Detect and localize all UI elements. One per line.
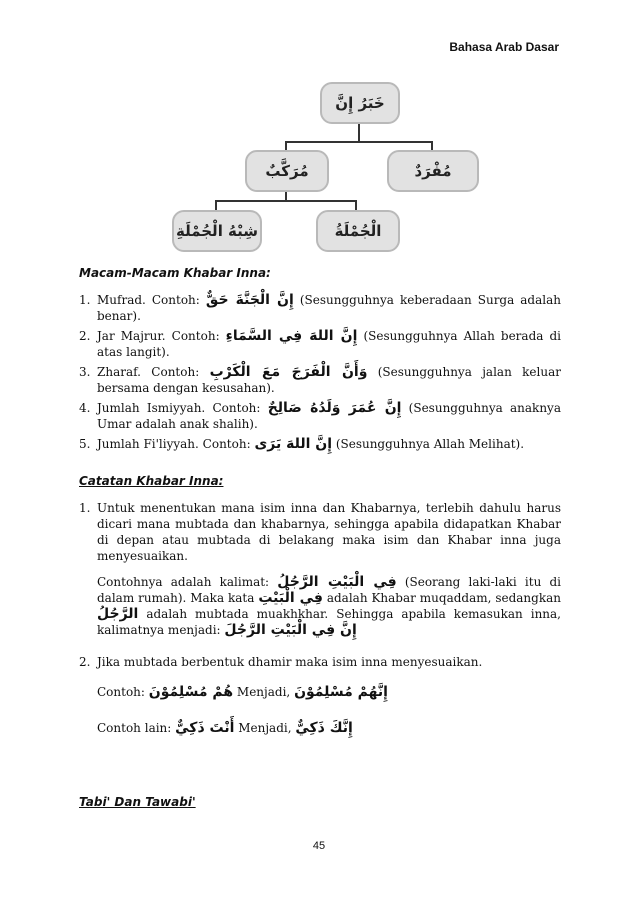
arabic-example: إِنَّ فِي الْبَيْتِ الرَّجُلَ: [224, 622, 357, 638]
item-text: Untuk menentukan mana isim inna dan Khabarnya, terlebih dahulu harus dicari mana mubtada dan khabarnya, sehingga apabila didapatkan Khabar di depan atau mubtada di belakang maka isim dan Khabar inna juga menyesuaikan.: [97, 501, 561, 563]
item-number: 2.: [79, 655, 91, 669]
item-text: (Sesungguhnya Allah berada di atas langit).: [97, 329, 561, 359]
list-item: [79, 400, 561, 432]
item-text: Jika mubtada berbentuk dhamir maka isim inna menyesuaikan.: [97, 655, 483, 669]
arabic-example: الرَّجُلُ: [97, 606, 139, 622]
item-text: (Sesungguhnya keberadaan Surga adalah benar).: [97, 293, 561, 323]
item-number: 1.: [79, 501, 91, 515]
item-text: Jumlah Fi'liyyah. Contoh:: [97, 437, 255, 451]
arabic-example: فِي الْبَيْتِ: [258, 590, 323, 606]
diagram-connector: [215, 200, 217, 210]
page-number: 45: [312, 840, 326, 852]
example-text: Contoh lain:: [97, 721, 176, 735]
item-number: 5.: [79, 437, 91, 451]
diagram-connector: [215, 200, 357, 202]
section-title-catatan: Catatan Khabar Inna:: [79, 474, 224, 488]
diagram-connector: [431, 141, 433, 150]
khabar-inna-diagram: [0, 0, 638, 260]
item-text: (Sesungguhnya anaknya Umar adalah anak shalih).: [97, 401, 561, 431]
item-text: Jar Majrur. Contoh:: [97, 329, 226, 343]
diagram-node-jumlah: الْجُمْلَةُ: [316, 210, 400, 252]
catatan-list: [79, 500, 561, 740]
item-number: 2.: [79, 329, 91, 343]
item-text: Mufrad. Contoh:: [97, 293, 206, 307]
arabic-example: فِي الْبَيْتِ الرَّجُلُ: [277, 574, 397, 590]
item-text: Zharaf. Contoh:: [97, 365, 210, 379]
example-text: Contoh:: [97, 685, 149, 699]
item-text: Jumlah Ismiyyah. Contoh:: [97, 401, 268, 415]
item-number: 3.: [79, 365, 91, 379]
arabic-example: وَأَنَّ الْفَرَجَ مَعَ الْكَرْبِ: [209, 364, 368, 380]
diagram-node-murakkab: مُرَكَّبٌ: [245, 150, 329, 192]
diagram-node-syibhul-jumlah: شِبْهُ الْجُمْلَةِ: [172, 210, 262, 252]
example-text: Menjadi,: [233, 685, 295, 699]
item-text: (Sesungguhnya Allah Melihat).: [332, 437, 525, 451]
list-item: [79, 364, 561, 396]
diagram-connector: [285, 141, 433, 143]
item-text: (Sesungguhnya jalan keluar bersama dengan kesusahan).: [97, 365, 561, 395]
example-line: [97, 684, 561, 700]
arabic-example: إِنَّهُمْ مُسْلِمُوْنَ: [294, 684, 388, 700]
diagram-node-mufrad: مُفْرَدٌ: [387, 150, 479, 192]
diagram-connector: [358, 122, 360, 142]
list-item: [79, 292, 561, 324]
arabic-example: إِنَّ اللهَ يَرَى: [254, 436, 332, 452]
list-item: [79, 654, 561, 736]
arabic-example: إِنَّ اللهَ فِي السَّمَاءِ: [225, 328, 358, 344]
example-text: (Seorang laki-laki itu di dalam rumah). Maka kata: [97, 575, 561, 605]
arabic-example: أَنْتَ ذَكِيٌّ: [175, 720, 235, 736]
diagram-node-root: خَبَرُ إِنَّ: [320, 82, 400, 124]
item-number: 4.: [79, 401, 91, 415]
list-item: [79, 328, 561, 360]
khabar-types-list: [79, 292, 561, 456]
example-text: Menjadi,: [234, 721, 296, 735]
section-title-macam: Macam-Macam Khabar Inna:: [79, 266, 271, 280]
diagram-connector: [285, 141, 287, 150]
page-header: Bahasa Arab Dasar: [449, 40, 559, 54]
item-number: 1.: [79, 293, 91, 307]
example-text: Contohnya adalah kalimat:: [97, 575, 278, 589]
example-text: adalah Khabar muqaddam, sedangkan: [322, 591, 562, 605]
list-item: [79, 500, 561, 638]
list-item: [79, 436, 561, 452]
example-text: adalah mubtada muakhkhar. Sehingga apabila kemasukan inna, kalimatnya menjadi:: [97, 607, 561, 637]
diagram-connector: [355, 200, 357, 210]
section-title-tabi: Tabi' Dan Tawabi': [79, 795, 196, 809]
arabic-example: إِنَّ عُمَرَ وَلَدُهُ صَالِحٌ: [267, 400, 402, 416]
example-line: [97, 720, 561, 736]
arabic-example: إِنَّكَ ذَكِيٌّ: [295, 720, 353, 736]
arabic-example: هُمْ مُسْلِمُوْنَ: [148, 684, 234, 700]
arabic-example: إِنَّ الْجَنَّةَ حَقٌّ: [205, 292, 294, 308]
example-paragraph: [97, 574, 561, 638]
